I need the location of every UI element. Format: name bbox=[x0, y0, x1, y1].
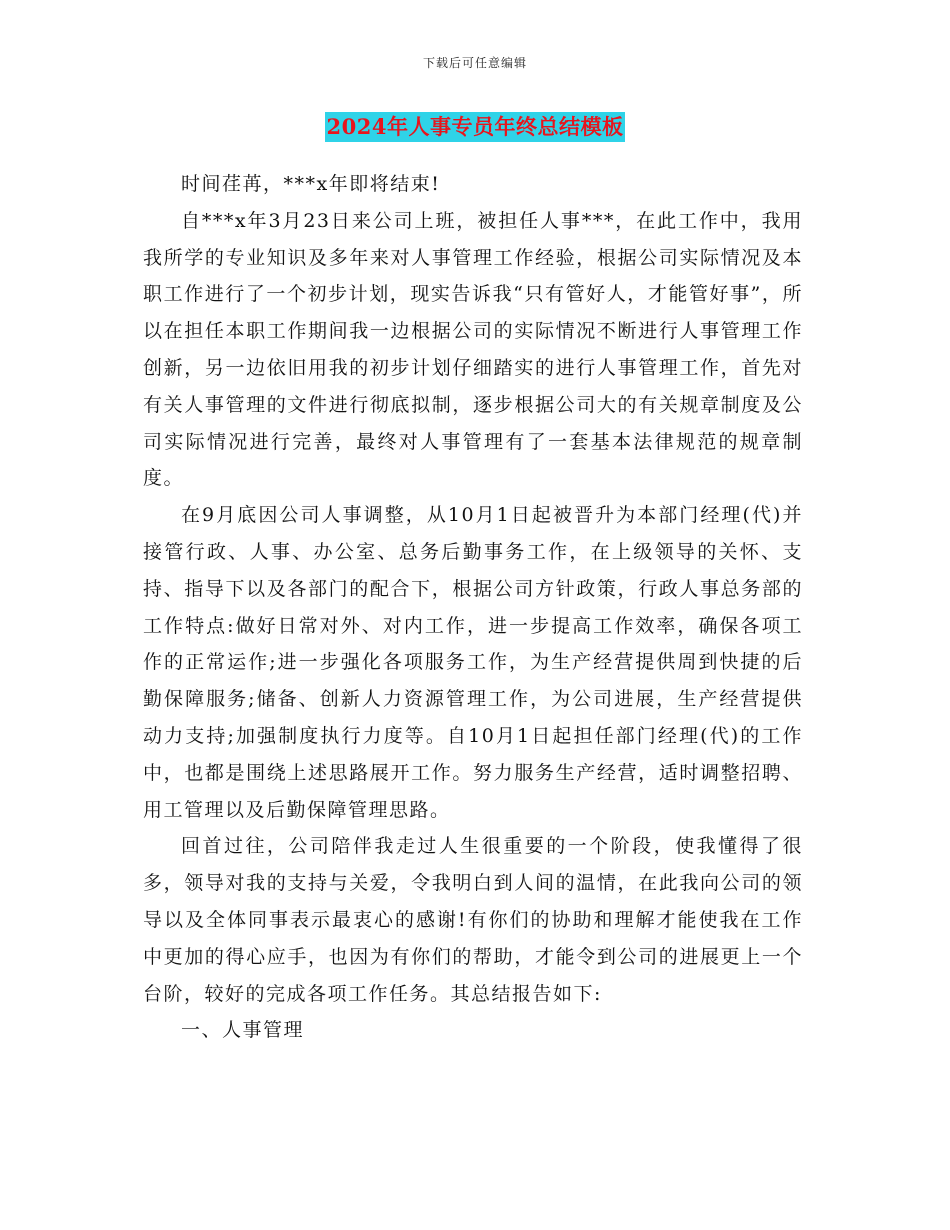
title-wrapper bbox=[0, 112, 950, 142]
paragraph-work-start: 自***x年3月23日来公司上班，被担任人事***，在此工作中，我用我所学的专业知识及多年来对人事管理工作经验，根据公司实际情况及本职工作进行了一个初步计划，现实告诉我“只有管好人，才能管好事”，所以在担任本职工作期间我一边根据公司的实际情况不断进行人事管理工作创新，另一边依旧用我的初步计划仔细踏实的进行人事管理工作，首先对有关人事管理的文件进行彻底拟制，逐步根据公司大的有关规章制度及公司实际情况进行完善，最终对人事管理有了一套基本法律规范的规章制度。 bbox=[143, 209, 803, 490]
paragraph-intro: 时间荏苒，***x年即将结束! bbox=[181, 173, 441, 195]
header-note: 下载后可任意编辑 bbox=[422, 56, 527, 70]
document-body bbox=[143, 166, 803, 1049]
paragraph-gratitude: 回首过往，公司陪伴我走过人生很重要的一个阶段，使我懂得了很多，领导对我的支持与关爱，令我明白到人间的温情，在此我向公司的领导以及全体同事表示最衷心的感谢!有你们的协助和理解才能使我在工作中更加的得心应手，也因为有你们的帮助，才能令到公司的进展更上一个台阶，较好的完成各项工作任务。其总结报告如下: bbox=[143, 835, 803, 1005]
document-title: 2024年人事专员年终总结模板 bbox=[325, 112, 626, 142]
paragraph-promotion: 在9月底因公司人事调整，从10月1日起被晋升为本部门经理(代)并接管行政、人事、办公室、总务后勤事务工作，在上级领导的关怀、支持、指导下以及各部门的配合下，根据公司方针政策，行政人事总务部的工作特点:做好日常对外、对内工作，进一步提高工作效率，确保各项工作的正常运作;进一步强化各项服务工作，为生产经营提供周到快捷的后勤保障服务;储备、创新人力资源管理工作，为公司进展，生产经营提供动力支持;加强制度执行力度等。自10月1日起担任部门经理(代)的工作中，也都是围绕上述思路展开工作。努力服务生产经营，适时调整招聘、用工管理以及后勤保障管理思路。 bbox=[143, 504, 803, 821]
section-heading-personnel: 一、人事管理 bbox=[181, 1019, 305, 1042]
